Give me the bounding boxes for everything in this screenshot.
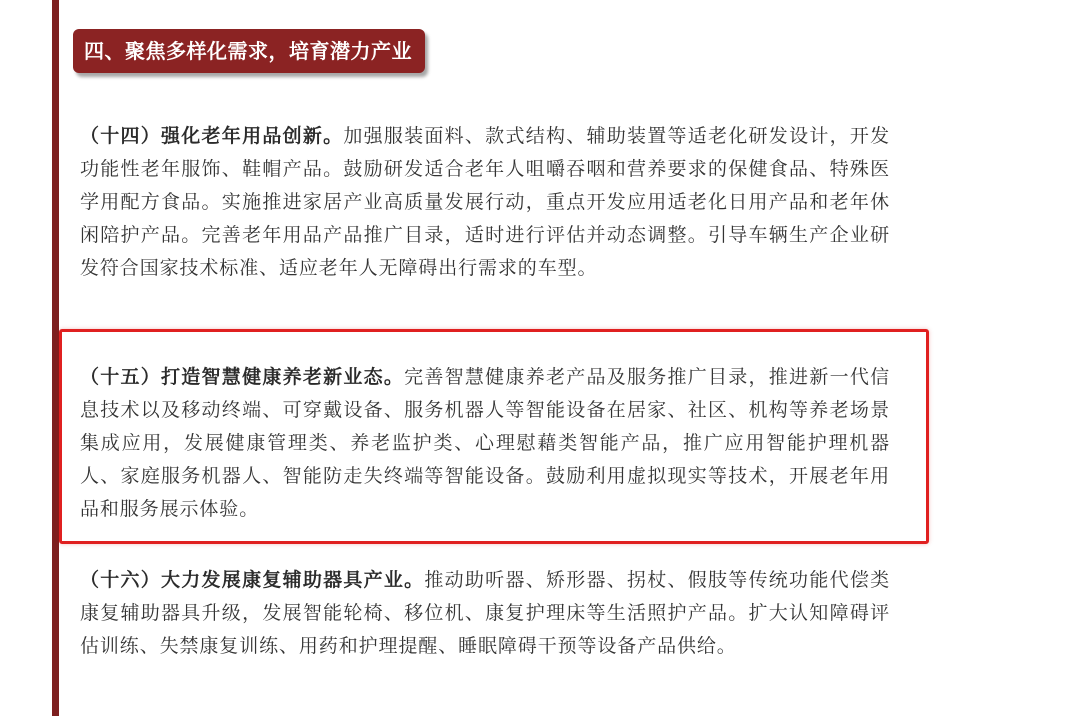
left-accent-rule xyxy=(52,0,59,716)
paragraph-14-body: 加强服装面料、款式结构、辅助装置等适老化研发设计，开发功能性老年服饰、鞋帽产品。鼓励研发适合老年人咀嚼吞咽和营养要求的保健食品、特殊医学用配方食品。实施推进家居产业高质量发展行动，重点开发应用适老化日用产品和老年休闲陪护产品。完善老年用品产品推广目录，适时进行评估并动态调整。引导车辆生产企业研发符合国家技术标准、适应老年人无障碍出行需求的车型。 xyxy=(80,125,890,279)
paragraph-15-lead: （十五）打造智慧健康养老新业态。 xyxy=(80,366,405,388)
paragraph-15-body: 完善智慧健康养老产品及服务推广目录，推进新一代信息技术以及移动终端、可穿戴设备、服务机器人等智能设备在居家、社区、机构等养老场景集成应用，发展健康管理类、养老监护类、心理慰藉类智能产品，推广应用智能护理机器人、家庭服务机器人、智能防走失终端等智能设备。鼓励利用虚拟现实等技术，开展老年用品和服务展示体验。 xyxy=(80,366,890,520)
paragraph-14-lead: （十四）强化老年用品创新。 xyxy=(80,125,344,147)
paragraph-14 xyxy=(80,120,890,285)
paragraph-15 xyxy=(80,361,890,526)
paragraph-16-lead: （十六）大力发展康复辅助器具产业。 xyxy=(80,569,425,591)
section-heading: 四、聚焦多样化需求，培育潜力产业 xyxy=(73,29,425,73)
paragraph-16-body: 推动助听器、矫形器、拐杖、假肢等传统功能代偿类康复辅助器具升级，发展智能轮椅、移位机、康复护理床等生活照护产品。扩大认知障碍评估训练、失禁康复训练、用药和护理提醒、睡眠障碍干预等设备产品供给。 xyxy=(80,569,890,657)
paragraph-16 xyxy=(80,564,890,663)
